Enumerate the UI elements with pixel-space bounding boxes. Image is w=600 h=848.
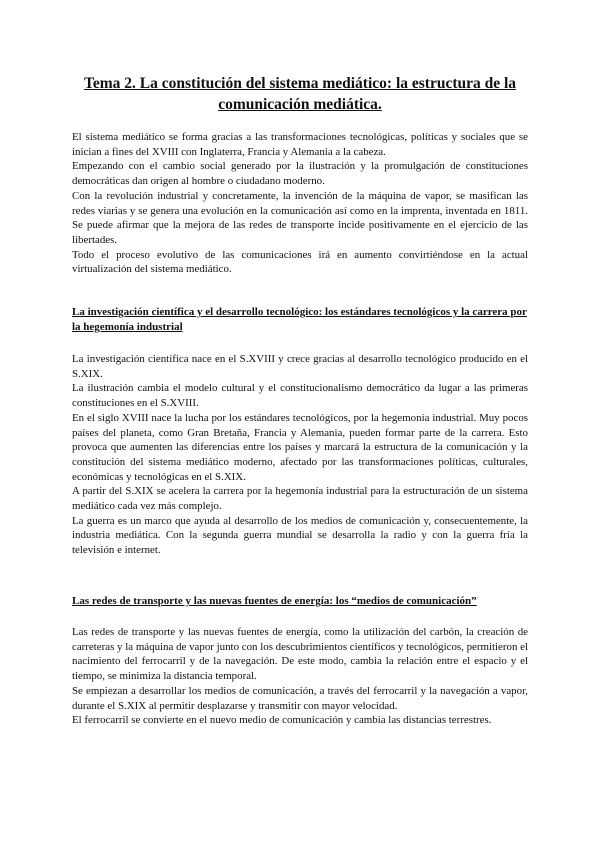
paragraph: Con la revolución industrial y concretamente, la invención de la máquina de vapor, se masifican las redes viarias y se genera una evolución en la comunicación así como en la imprenta, inventada en 1811. Se puede afirmar que la mejora de las redes de transporte incide positivamente en el ejercicio de las libertades. [72, 189, 528, 246]
section-heading: Las redes de transporte y las nuevas fuentes de energía: los “medios de comunicación” [72, 595, 477, 607]
paragraph: El ferrocarril se convierte en el nuevo medio de comunicación y cambia las distancias terrestres. [72, 714, 492, 727]
paragraph: El sistema mediático se forma gracias a las transformaciones tecnológicas, políticas y sociales que se inician a fines del XVIII con Inglaterra, Francia y Alemania a la cabeza. [72, 131, 528, 158]
section-2-body [72, 625, 528, 728]
section-heading-1-wrap [72, 305, 528, 335]
paragraph: Todo el proceso evolutivo de las comunicaciones irá en aumento convirtiéndose en la actual virtualización del sistema mediático. [72, 248, 528, 276]
section-heading: La investigación científica y el desarrollo tecnológico: los estándares tecnológicos y la carrera por la hegemonía industrial [72, 306, 527, 333]
paragraph: Empezando con el cambio social generado por la ilustración y la promulgación de constituciones democráticas dan origen al hombre o ciudadano moderno. [72, 160, 528, 188]
paragraph: La guerra es un marco que ayuda al desarrollo de los medios de comunicación y, consecuentemente, la industria mediática. Con la segunda guerra mundial se desarrolla la radio y con la guerra fría la televisión e internet. [72, 514, 528, 557]
section-1-body [72, 352, 528, 558]
paragraph: La ilustración cambia el modelo cultural y el constitucionalismo democrático da lugar a las primeras constituciones en el S.XVIII. [72, 382, 528, 410]
paragraph: La investigación científica nace en el S.XVIII y crece gracias al desarrollo tecnológico producido en el S.XIX. [72, 353, 528, 380]
intro-section [72, 130, 528, 277]
paragraph: En el siglo XVIII nace la lucha por los estándares tecnológicos, por la hegemonía industrial. Muy pocos países del planeta, como Gran Bretaña, Francia y Alemania, pueden formar parte de la carrera. Esto provoca que aumenten las diferencias entre los países y marcará la estructura de la comunicación y la constitución del sistema mediático moderno, afectado por las transformaciones políticas, culturales, económicas y tecnológicas en el S.XIX. [72, 411, 528, 483]
section-heading-2-wrap [72, 594, 528, 609]
page-title: Tema 2. La constitución del sistema mediático: la estructura de la comunicación mediática. [83, 75, 517, 113]
paragraph: A partir del S.XIX se acelera la carrera por la hegemonía industrial para la estructuración de un sistema mediático cada vez más complejo. [72, 485, 528, 513]
paragraph: Las redes de transporte y las nuevas fuentes de energía, como la utilización del carbón, la creación de carreteras y la máquina de vapor junto con los descubrimientos científicos y tecnológicos, permitieron el nacimiento del ferrocarril y de la navegación. De este modo, cambia la relación entre el espacio y el tiempo, se minimiza la distancia temporal. [72, 626, 528, 683]
paragraph: Se empiezan a desarrollar los medios de comunicación, a través del ferrocarril y la navegación a vapor, durante el S.XIX al permitir desplazarse y transmitir con mayor velocidad. [72, 684, 528, 712]
